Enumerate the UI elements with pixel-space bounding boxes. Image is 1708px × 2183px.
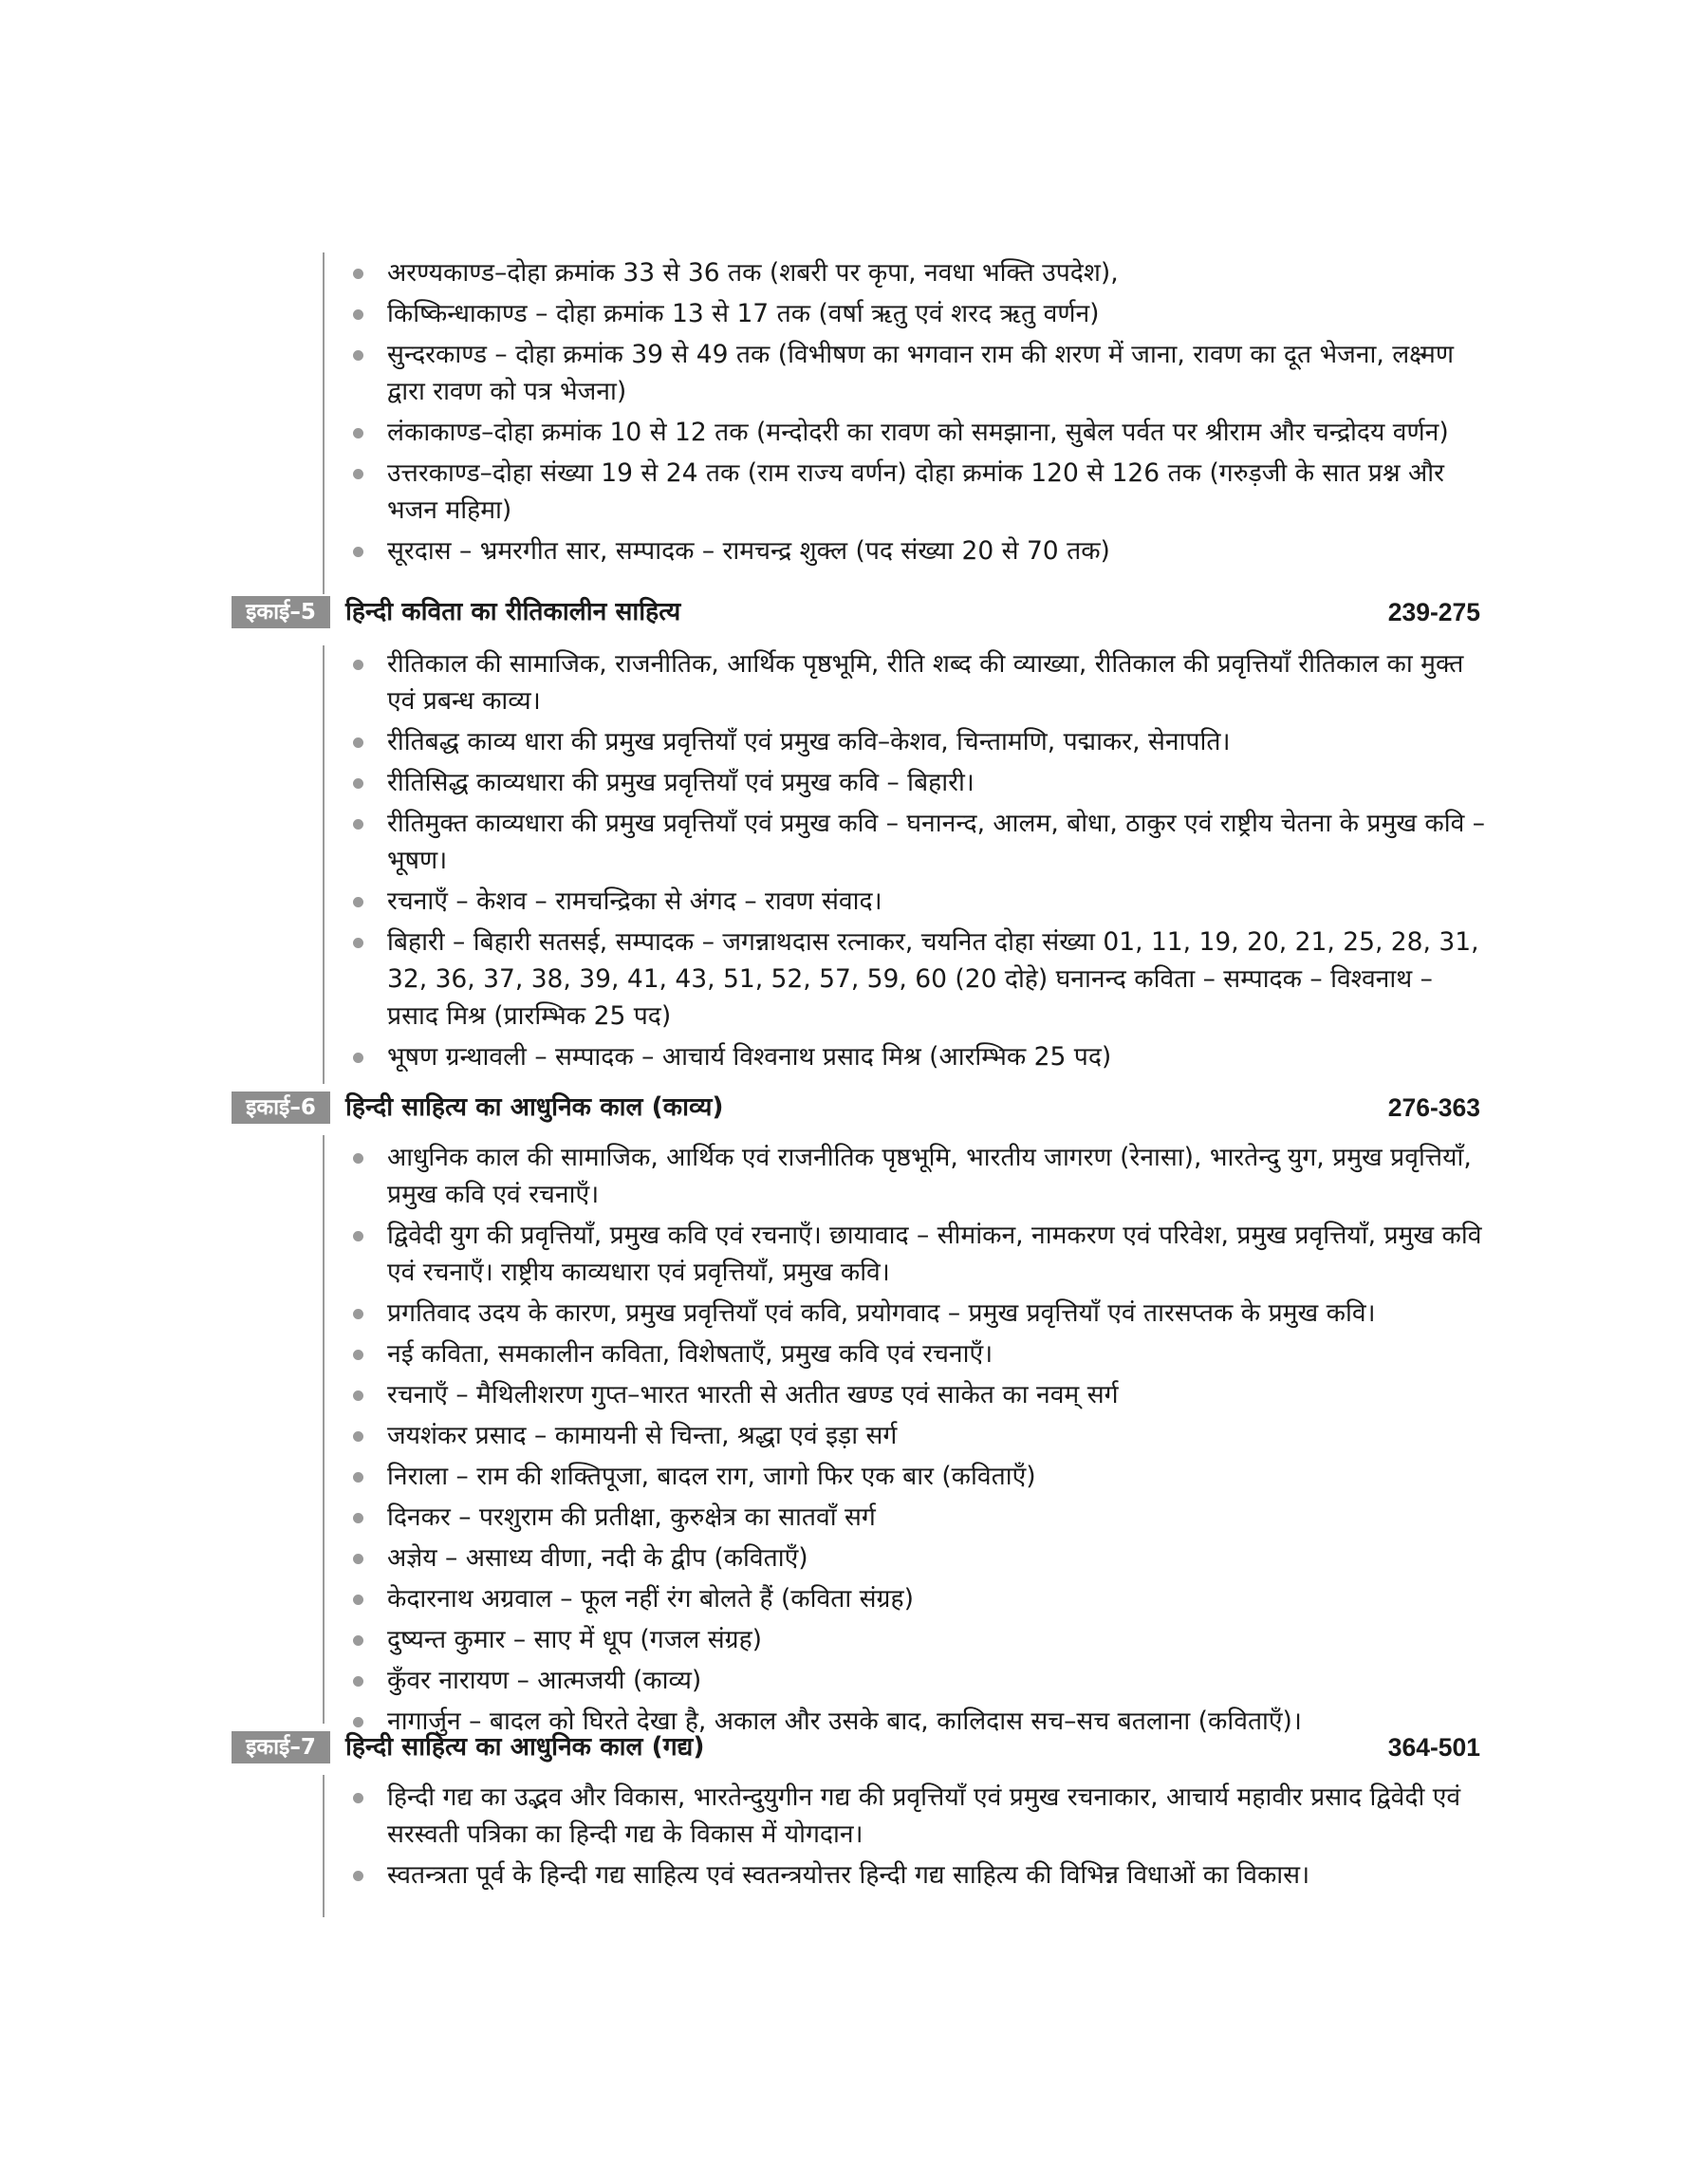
unit-title: हिन्दी साहित्य का आधुनिक काल (गद्य) (345, 1732, 705, 1762)
list-item (351, 1539, 1490, 1577)
unit-tag: इकाई–6 (232, 1092, 330, 1124)
margin-rule (323, 1775, 325, 1917)
list-item-text: कुँवर नारायण – आत्मजयी (काव्य) (387, 1666, 702, 1695)
unit-heading (232, 596, 1480, 628)
bullet-icon (353, 1350, 363, 1360)
margin-rule (323, 1135, 325, 1724)
list-item-text: रीतिमुक्त काव्यधारा की प्रमुख प्रवृत्तियाँ एवं प्रमुख कवि – घनानन्द, आलम, बोधा, ठाकुर एवं राष्ट्रीय चेतना के प्रमुख कवि – भूषण। (387, 809, 1486, 875)
bullet-icon (353, 1431, 363, 1442)
list-item-text: रचनाएँ – मैथिलीशरण गुप्त–भारत भारती से अतीत खण्ड एवं साकेत का नवम् सर्ग (387, 1380, 1119, 1409)
list-item (351, 1295, 1490, 1332)
list-item-text: जयशंकर प्रसाद – कामायनी से चिन्ता, श्रद्धा एवं इड़ा सर्ग (387, 1421, 898, 1450)
bullet-icon (353, 1513, 363, 1523)
unit-page-range: 239-275 (1387, 598, 1480, 626)
bullet-icon (353, 938, 363, 948)
margin-rule (323, 252, 325, 594)
list-item (351, 414, 1490, 451)
list-item-text: सूरदास – भ्रमरगीत सार, सम्पादक – रामचन्द्र शुक्ल (पद संख्या 20 से 70 तक) (387, 536, 1110, 566)
list-item-text: प्रगतिवाद उदय के कारण, प्रमुख प्रवृत्तियाँ एवं कवि, प्रयोगवाद – प्रमुख प्रवृत्तियाँ एवं तारसप्तक के प्रमुख कवि। (387, 1298, 1376, 1328)
bullet-icon (353, 1472, 363, 1483)
list-item (351, 1139, 1490, 1213)
bullet-icon (353, 547, 363, 557)
unit-title: हिन्दी साहित्य का आधुनिक काल (काव्य) (345, 1092, 724, 1122)
list-item (351, 1621, 1490, 1658)
bullet-icon (353, 1231, 363, 1241)
list-item (351, 336, 1490, 410)
list-item-text: हिन्दी गद्य का उद्भव और विकास, भारतेन्दुयुगीन गद्य की प्रवृत्तियाँ एवं प्रमुख रचनाकार, आचार्य महावीर प्रसाद द्विवेदी एवं सरस्वती पत्रिका का हिन्दी गद्य के विकास में योगदान। (387, 1782, 1461, 1849)
list-item-text: नई कविता, समकालीन कविता, विशेषताएँ, प्रमुख कवि एवं रचनाएँ। (387, 1339, 993, 1369)
bullet-icon (353, 1676, 363, 1687)
unit-tag: इकाई–5 (232, 596, 330, 628)
list-item (351, 1499, 1490, 1536)
list-item-text: दिनकर – परशुराम की प्रतीक्षा, कुरुक्षेत्र का सातवाँ सर्ग (387, 1502, 876, 1532)
bullet-icon (353, 428, 363, 438)
bullet-icon (353, 309, 363, 320)
list-item-text: दुष्यन्त कुमार – साए में धूप (गजल संग्रह) (387, 1625, 763, 1654)
unit-heading (232, 1092, 1480, 1124)
list-item (351, 1856, 1490, 1894)
list-item (351, 883, 1490, 920)
list-item (351, 1580, 1490, 1617)
bullet-icon (353, 778, 363, 789)
list-item (351, 1458, 1490, 1495)
list-item-text: बिहारी – बिहारी सतसई, सम्पादक – जगन्नाथदास रत्नाकर, चयनित दोहा संख्या 01, 11, 19, 20, 21, 25, 28, 31, 32, 36, 37, 38, 39, 41, 43, 51, 52, 57, 59, 60 (20 दोहे) घनानन्द कविता – सम्पादक – विश्वनाथ – प्रसाद मिश्र (प्रारम्भिक 25 पद) (387, 927, 1479, 1031)
list-item-text: रीतिबद्ध काव्य धारा की प्रमुख प्रवृत्तियाँ एवं प्रमुख कवि–केशव, चिन्तामणि, पद्माकर, सेनापति। (387, 727, 1231, 756)
unit-tag: इकाई–7 (232, 1731, 330, 1763)
unit-heading (232, 1731, 1480, 1763)
bullet-icon (353, 1871, 363, 1881)
list-item (351, 1335, 1490, 1372)
list-item-text: अरण्यकाण्ड–दोहा क्रमांक 33 से 36 तक (शबरी पर कृपा, नवधा भक्ति उपदेश), (387, 258, 1119, 288)
list-item (351, 1662, 1490, 1699)
list-item-text: निराला – राम की शक्तिपूजा, बादल राग, जागो फिर एक बार (कविताएँ) (387, 1462, 1036, 1491)
list-item-text: नागार्जुन – बादल को घिरते देखा है, अकाल और उसके बाद, कालिदास सच–सच बतलाना (कविताएँ)। (387, 1707, 1302, 1736)
list-item-text: केदारनाथ अग्रवाल – फूल नहीं रंग बोलते हैं (कविता संग्रह) (387, 1584, 914, 1614)
bullet-icon (353, 1309, 363, 1319)
list-item-text: आधुनिक काल की सामाजिक, आर्थिक एवं राजनीतिक पृष्ठभूमि, भारतीय जागरण (रेनासा), भारतेन्दु युग, प्रमुख प्रवृत्तियाँ, प्रमुख कवि एवं रचनाएँ। (387, 1143, 1472, 1209)
list-item-text: अज्ञेय – असाध्य वीणा, नदी के द्वीप (कविताएँ) (387, 1543, 808, 1573)
list-item (351, 455, 1490, 529)
list-item-text: द्विवेदी युग की प्रवृत्तियाँ, प्रमुख कवि एवं रचनाएँ। छायावाद – सीमांकन, नामकरण एवं परिवेश, प्रमुख प्रवृत्तियाँ, प्रमुख कवि एवं रचनाएँ। राष्ट्रीय काव्यधारा एवं प्रवृत्तियाँ, प्रमुख कवि। (387, 1221, 1482, 1287)
bullet-icon (353, 1390, 363, 1401)
unit-page-range: 364-501 (1387, 1733, 1480, 1762)
list-item (351, 1417, 1490, 1454)
bullet-icon (353, 1717, 363, 1727)
list-item (351, 764, 1490, 801)
list-item (351, 723, 1490, 760)
bullet-icon (353, 1153, 363, 1164)
list-item (351, 1376, 1490, 1413)
list-item (351, 1038, 1490, 1075)
bullet-icon (353, 819, 363, 830)
unit-page-range: 276-363 (1387, 1093, 1480, 1122)
list-item (351, 1779, 1490, 1853)
list-item-text: रीतिकाल की सामाजिक, राजनीतिक, आर्थिक पृष्ठभूमि, रीति शब्द की व्याख्या, रीतिकाल की प्रवृत्तियाँ रीतिकाल का मुक्त एवं प्रबन्ध काव्य। (387, 649, 1464, 716)
bullet-icon (353, 1053, 363, 1063)
bullet-icon (353, 1793, 363, 1803)
bullet-icon (353, 897, 363, 907)
bullet-icon (353, 1635, 363, 1646)
list-item-text: रीतिसिद्ध काव्यधारा की प्रमुख प्रवृत्तियाँ एवं प्रमुख कवि – बिहारी। (387, 768, 975, 797)
list-item (351, 295, 1490, 332)
bullet-icon (353, 737, 363, 748)
unit-title: हिन्दी कविता का रीतिकालीन साहित्य (345, 597, 681, 626)
list-item-text: रचनाएँ – केशव – रामचन्द्रिका से अंगद – रावण संवाद। (387, 886, 882, 916)
list-item (351, 532, 1490, 569)
list-item-text: उत्तरकाण्ड–दोहा संख्या 19 से 24 तक (राम राज्य वर्णन) दोहा क्रमांक 120 से 126 तक (गरुड़जी के सात प्रश्न और भजन महिमा) (387, 458, 1444, 525)
unit-6-list (351, 1139, 1490, 1744)
margin-rule (323, 645, 325, 1084)
list-item (351, 805, 1490, 879)
list-item (351, 645, 1490, 719)
unit-7-list (351, 1779, 1490, 1897)
list-item (351, 1217, 1490, 1291)
list-item (351, 254, 1490, 291)
unit-5-list (351, 645, 1490, 1079)
bullet-icon (353, 469, 363, 479)
list-item-text: किष्किन्धाकाण्ड – दोहा क्रमांक 13 से 17 तक (वर्षा ऋतु एवं शरद ऋतु वर्णन) (387, 299, 1100, 328)
list-item-text: सुन्दरकाण्ड – दोहा क्रमांक 39 से 49 तक (विभीषण का भगवान राम की शरण में जाना, रावण का दूत भेजना, लक्ष्मण द्वारा रावण को पत्र भेजना) (387, 340, 1454, 406)
list-item (351, 924, 1490, 1035)
bullet-icon (353, 1595, 363, 1605)
bullet-icon (353, 269, 363, 279)
bullet-icon (353, 660, 363, 670)
bullet-icon (353, 1554, 363, 1564)
list-item-text: लंकाकाण्ड–दोहा क्रमांक 10 से 12 तक (मन्दोदरी का रावण को समझाना, सुबेल पर्वत पर श्रीराम और चन्द्रोदय वर्णन) (387, 418, 1449, 447)
bullet-icon (353, 350, 363, 361)
list-item-text: स्वतन्त्रता पूर्व के हिन्दी गद्य साहित्य एवं स्वतन्त्रयोत्तर हिन्दी गद्य साहित्य की विभिन्न विधाओं का विकास। (387, 1860, 1310, 1890)
list-item-text: भूषण ग्रन्थावली – सम्पादक – आचार्य विश्वनाथ प्रसाद मिश्र (आरम्भिक 25 पद) (387, 1042, 1112, 1072)
intro-list (351, 254, 1490, 573)
